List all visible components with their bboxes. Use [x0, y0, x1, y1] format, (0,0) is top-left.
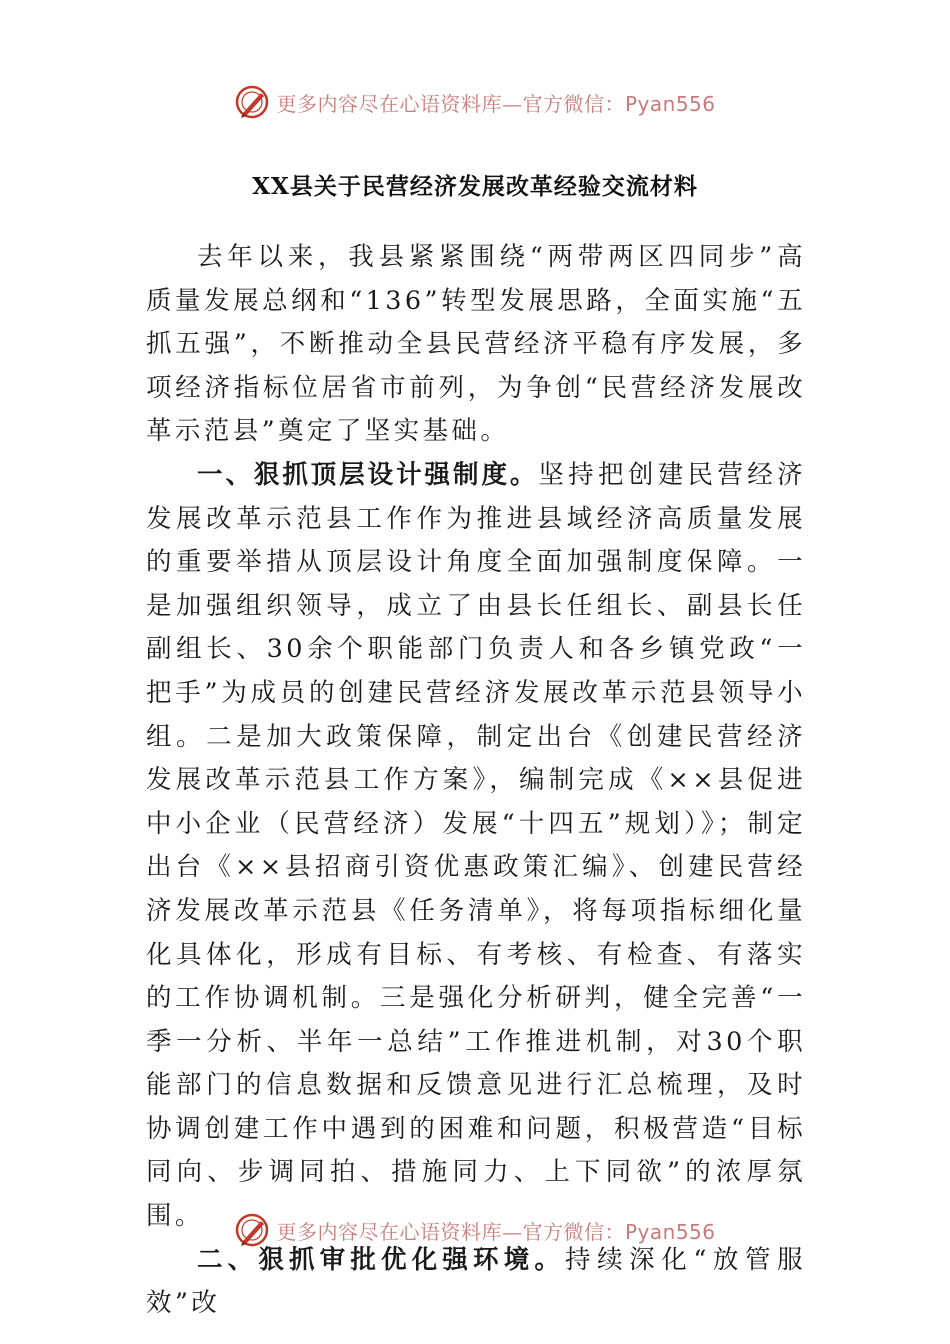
- document-body: [146, 236, 806, 1326]
- pen-logo-icon: [234, 84, 270, 120]
- paragraph-section-2: 二、狠抓审批优化强环境。持续深化“放管服效”改: [146, 1244, 806, 1319]
- section-heading: 一、狠抓顶层设计强制度。: [197, 459, 539, 490]
- document-title: XX县关于民营经济发展改革经验交流材料: [252, 173, 698, 200]
- section-heading: 二、狠抓审批优化强环境。: [197, 1244, 566, 1275]
- wechat-id: Pyan556: [624, 91, 716, 116]
- footer-watermark-banner: [0, 1208, 950, 1252]
- paragraph-intro: 去年以来，我县紧紧围绕“两带两区四同步”高质量发展总纲和“136”转型发展思路，全面实施“五抓五强”，不断推动全县民营经济平稳有序发展，多项经济指标位居省市前列，为争创“民营经济发展改革示范县”奠定了坚实基础。: [146, 242, 806, 447]
- pen-logo-icon: [234, 1212, 270, 1248]
- banner-text: 更多内容尽在心语资料库—官方微信：Pyan556: [276, 91, 716, 116]
- paragraph-section-1: 一、狠抓顶层设计强制度。坚持把创建民营经济发展改革示范县工作作为推进县域经济高质量发展的重要举措从顶层设计角度全面加强制度保障。一是加强组织领导，成立了由县长任组长、副县长任副组长、30余个职能部门负责人和各乡镇党政“一把手”为成员的创建民营经济发展改革示范县领导小组。二是加大政策保障，制定出台《创建民营经济发展改革示范县工作方案》，编制完成《××县促进中小企业（民营经济）发展“十四五”规划）》；制定出台《××县招商引资优惠政策汇编》、创建民营经济发展改革示范县《任务清单》，将每项指标细化量化具体化，形成有目标、有考核、有检查、有落实的工作协调机制。三是强化分析研判，健全完善“一季一分析、半年一总结”工作推进机制，对30个职能部门的信息数据和反馈意见进行汇总梳理，及时协调创建工作中遇到的困难和问题，积极营造“目标同向、步调同拍、措施同力、上下同欲”的浓厚氛围。: [146, 459, 806, 1232]
- header-watermark-banner: [0, 80, 950, 124]
- wechat-id: Pyan556: [624, 1219, 716, 1244]
- banner-text: 更多内容尽在心语资料库—官方微信：Pyan556: [276, 1219, 716, 1244]
